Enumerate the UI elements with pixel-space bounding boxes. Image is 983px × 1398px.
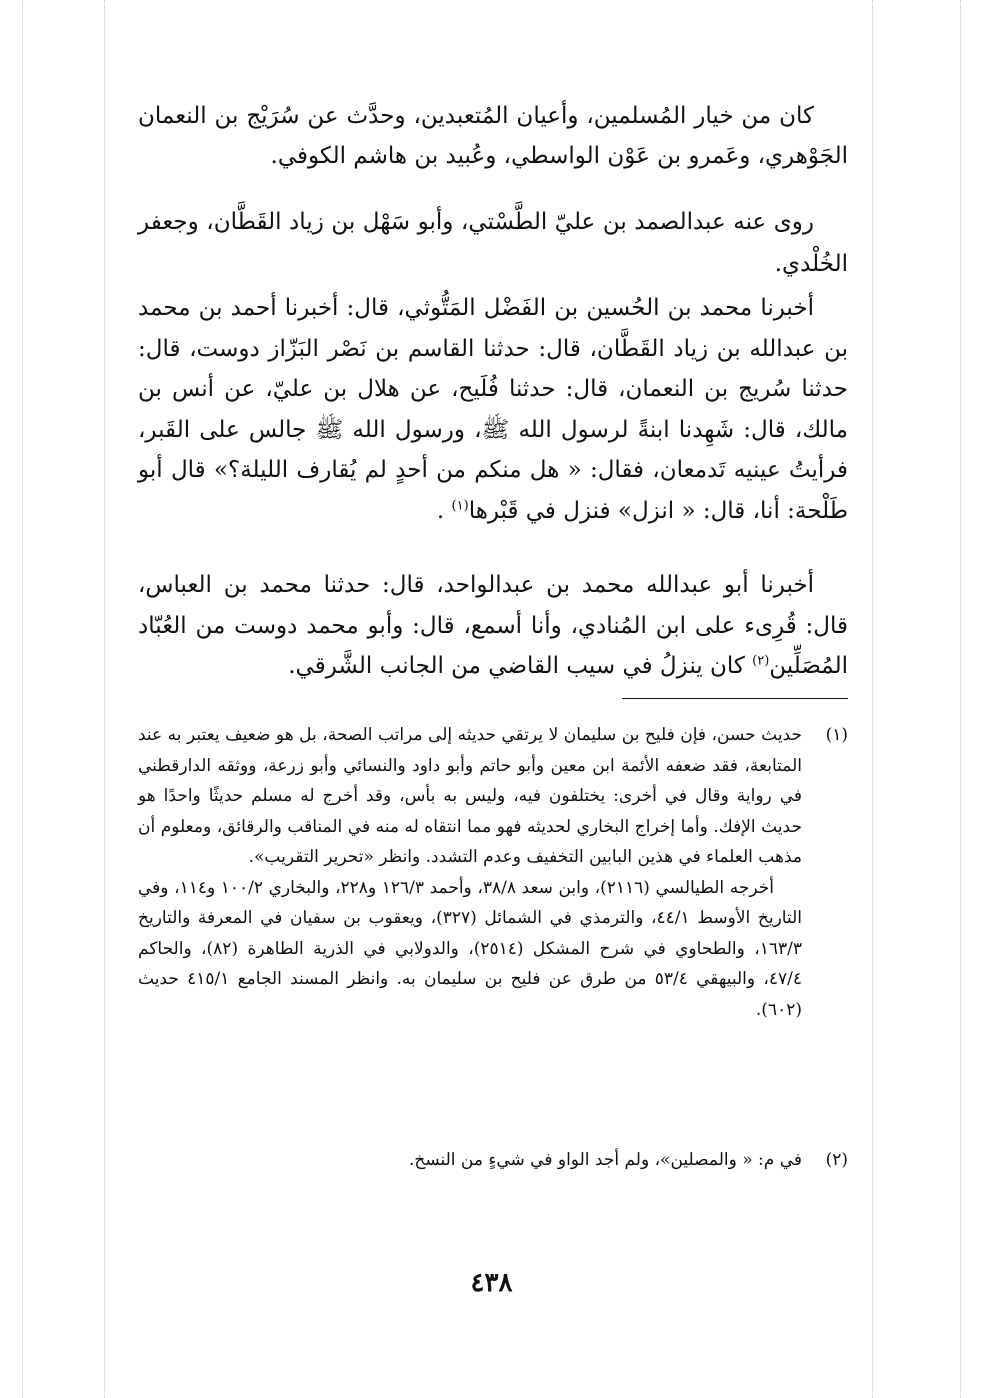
scan-margin-dots: [22, 0, 23, 1398]
footnote-number: (١): [825, 725, 848, 745]
paragraph-text: أخبرنا أبو عبدالله محمد بن عبدالواحد، قال: حدثنا محمد بن العباس، قال: قُرِىء على ابن المُنادي، وأنا أسمع، قال: وأبو محمد دوست من العُبّاد المُصَلِّين: [138, 572, 848, 679]
footnote-separator: [622, 698, 848, 699]
scan-margin-dots: [104, 0, 105, 1398]
scan-margin-dots: [960, 0, 961, 1398]
footnote-body: [138, 720, 802, 1025]
footnote-paragraph: حديث حسن، فإن فليح بن سليمان لا يرتقي حديثه إلى مراتب الصحة، بل هو ضعيف يعتبر به عند المتابعة، فقد ضعفه الأئمة ابن معين وأبو حاتم وأبو داود والنسائي وأبو زرعة، ووثقه الدارقطني في رواية وقال في أخرى: يختلفون فيه، وليس به بأس، وقد أخرج له مسلم حديثًا واحدًا هو حديث الإفك. وأما إخراج البخاري لحديثه فهو مما انتقاه له منه في المناقب والرقائق، ومعلوم أن مذهب العلماء في هذين البابين التخفيف وعدم التشدد. وانظر «تحرير التقريب».: [138, 725, 802, 867]
sentence-end: .: [436, 497, 445, 524]
footnote-ref[interactable]: (١): [451, 497, 469, 513]
footnote-ref[interactable]: (٢): [752, 653, 770, 669]
footnote-number: (٢): [825, 1150, 848, 1170]
body-paragraph: روى عنه عبدالصمد بن عليّ الطَّسْتي، وأبو سَهْل بن زياد القَطَّان، وجعفر الخُلْدي.: [138, 209, 848, 277]
paragraph-text: كان ينزلُ في سيب القاضي من الجانب الشَّرقي.: [288, 653, 745, 679]
hadith-paragraph: [138, 288, 848, 531]
hadith-text: أخبرنا محمد بن الحُسين بن الفَضْل المَتُّوثي، قال: أخبرنا أحمد بن محمد بن عبدالله بن زياد القَطَّان، قال: حدثنا القاسم بن نَصْر البَزّاز دوست، قال: حدثنا سُريج بن النعمان، قال: حدثنا فُلَيح، عن هلال بن عليّ، عن أنس بن مالك، قال: شَهِدنا ابنةً لرسول الله ﷺ، ورسول الله ﷺ جالس على القَبر، فرأيتُ عينيه تَدمعان، فقال: « هل منكم من أحدٍ لم يُقارف الليلة؟» قال أبو طَلْحة: أنا، قال: « انزل» فنزل في قَبْرها: [138, 295, 848, 524]
body-paragraph: كان من خيار المُسلمين، وأعيان المُتعبدين، وحدَّث عن سُرَيْج بن النعمان الجَوْهري، وعَمرو بن عَوْن الواسطي، وعُبيد بن هاشم الكوفي.: [138, 103, 848, 169]
footnote-paragraph: في م: « والمصلين»، ولم أجد الواو في شيءٍ من النسخ.: [408, 1150, 802, 1170]
footnote-paragraph: أخرجه الطيالسي (٢١١٦)، وابن سعد ٣٨/٨، وأحمد ١٢٦/٣ و٢٢٨، والبخاري ١٠٠/٢ و١١٤، وفي التاريخ الأوسط ٤٤/١، والترمذي في الشمائل (٣٢٧)، ويعقوب بن سفيان في المعرفة والتاريخ ١٦٣/٣، والطحاوي في شرح المشكل (٢٥١٤)، والدولابي في الذرية الطاهرة (٨٢)، والحاكم ٤٧/٤، والبيهقي ٥٣/٤ من طرق عن فليح بن سليمان به. وانظر المسند الجامع ٤١٥/١ حديث (٦٠٢).: [138, 877, 802, 1020]
scan-margin-dots: [872, 0, 873, 1398]
footnote: [138, 1145, 848, 1176]
footnote-body: [138, 1145, 802, 1176]
body-paragraph: [138, 565, 848, 687]
page-number: ٤٣٨: [470, 1268, 513, 1298]
footnote: [138, 720, 848, 1025]
